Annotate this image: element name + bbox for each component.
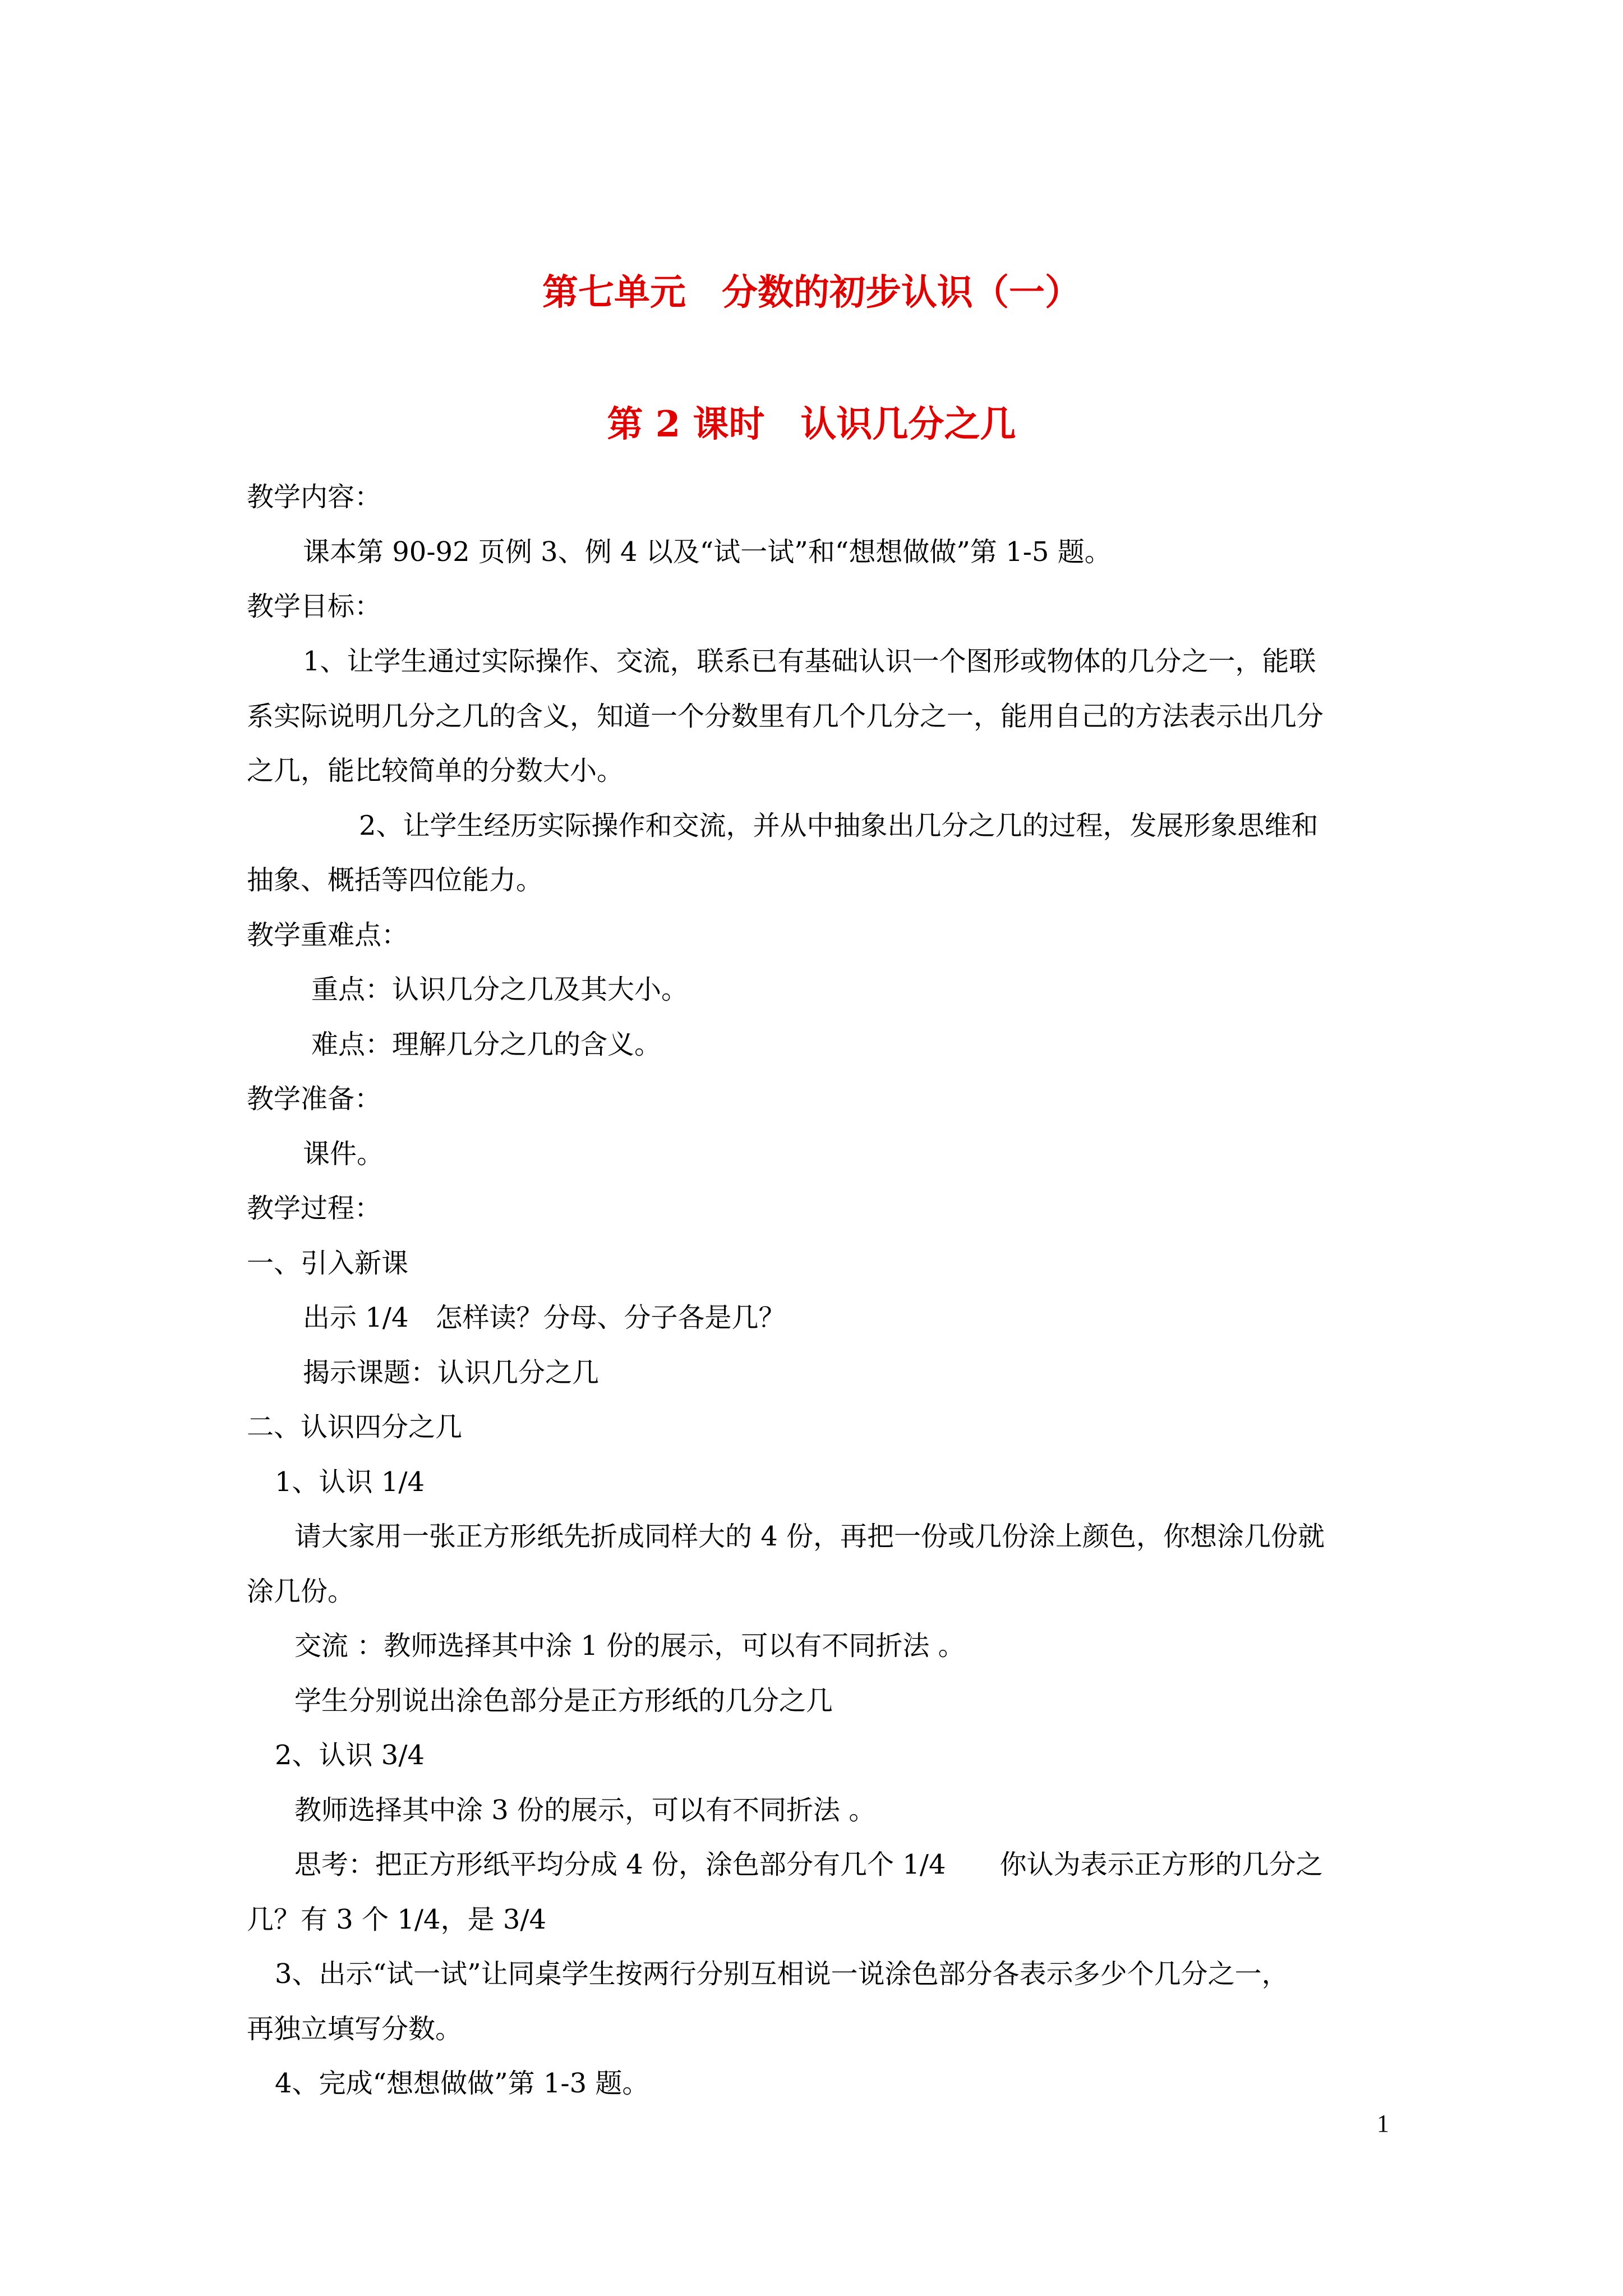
- paragraph-line: 1、让学生通过实际操作、交流，联系已有基础认识一个图形或物体的几分之一，能联: [303, 646, 1316, 677]
- section-heading: 教学内容：: [247, 481, 382, 513]
- paragraph-line: 课件。: [303, 1138, 384, 1170]
- paragraph-line: 出示 1/4 怎样读？分母、分子各是几？: [303, 1302, 786, 1333]
- paragraph-line: 再独立填写分数。: [247, 2013, 463, 2045]
- paragraph-line: 2、让学生经历实际操作和交流，并从中抽象出几分之几的过程，发展形象思维和: [359, 810, 1318, 841]
- paragraph-line: 4、完成“想想做做”第 1-3 题。: [275, 2068, 649, 2099]
- subsection-heading: 1、认识 1/4: [275, 1466, 425, 1498]
- paragraph-line: 揭示课题：认识几分之几: [303, 1357, 600, 1388]
- paragraph-line: 课本第 90-92 页例 3、例 4 以及“试一试”和“想想做做”第 1-5 题。: [303, 536, 1112, 568]
- paragraph-line: 难点：理解几分之几的含义。: [311, 1029, 662, 1060]
- paragraph-line: 学生分别说出涂色部分是正方形纸的几分之几: [294, 1685, 833, 1717]
- paragraph-line: 请大家用一张正方形纸先折成同样大的 4 份，再把一份或几份涂上颜色，你想涂几份就: [294, 1521, 1325, 1552]
- paragraph-line: 3、出示“试一试”让同桌学生按两行分别互相说一说涂色部分各表示多少个几分之一，: [275, 1958, 1289, 1990]
- paragraph-line: 抽象、概括等四位能力。: [247, 864, 543, 896]
- section-heading: 教学过程：: [247, 1193, 382, 1224]
- section-heading: 教学重难点：: [247, 919, 409, 951]
- section-heading: 二、认识四分之几: [247, 1411, 463, 1443]
- unit-title: 第七单元 分数的初步认识（一）: [542, 272, 1081, 314]
- paragraph-line: 几？有 3 个 1/4，是 3/4: [247, 1904, 547, 1935]
- paragraph-line: 交流 ：教师选择其中涂 1 份的展示，可以有不同折法 。: [294, 1630, 965, 1662]
- paragraph-line: 之几，能比较简单的分数大小。: [247, 755, 624, 786]
- lesson-title: 第 2 课时 认识几分之几: [607, 403, 1016, 445]
- paragraph-line: 重点：认识几分之几及其大小。: [311, 974, 689, 1005]
- section-heading: 一、引入新课: [247, 1248, 409, 1279]
- section-heading: 教学目标：: [247, 591, 382, 622]
- subsection-heading: 2、认识 3/4: [275, 1740, 425, 1771]
- section-heading: 教学准备：: [247, 1083, 382, 1115]
- paragraph-line: 教师选择其中涂 3 份的展示，可以有不同折法 。: [294, 1795, 876, 1826]
- paragraph-line: 涂几份。: [247, 1576, 355, 1607]
- page-number: 1: [1377, 2110, 1389, 2137]
- paragraph-line: 系实际说明几分之几的含义，知道一个分数里有几个几分之一，能用自己的方法表示出几分: [247, 701, 1324, 732]
- paragraph-line: 思考：把正方形纸平均分成 4 份，涂色部分有几个 1/4 你认为表示正方形的几分之: [294, 1849, 1323, 1880]
